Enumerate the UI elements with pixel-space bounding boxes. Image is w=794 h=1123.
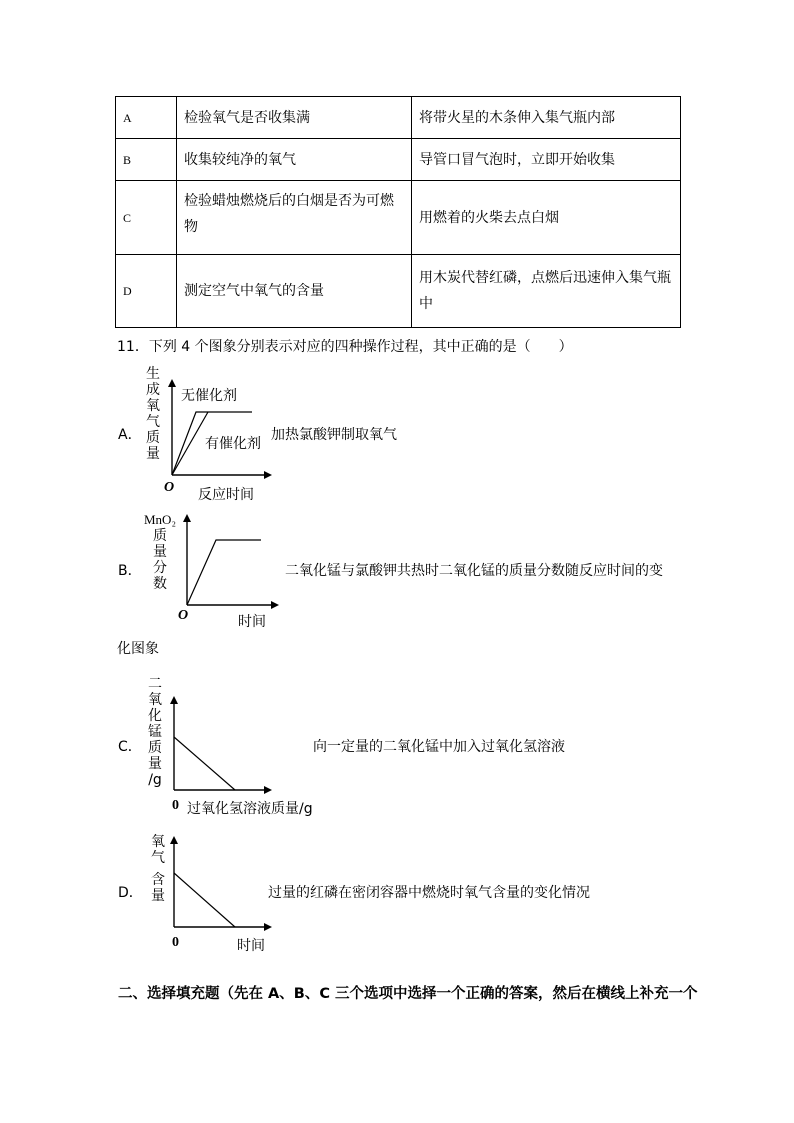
y-axis-char: 气 [146, 414, 160, 430]
question-text: 11．下列 4 个图象分别表示对应的四种操作过程，其中正确的是（ ） [117, 339, 573, 355]
y-axis-char: /g [148, 772, 162, 788]
graph-d [174, 840, 268, 927]
origin-label: O [178, 608, 189, 623]
row-action: 测定空气中氧气的含量 [177, 255, 412, 328]
curve-catalyst [172, 412, 208, 475]
row-action: 检验蜡烛燃烧后的白烟是否为可燃物 [177, 181, 412, 255]
curve-label-catalyst: 有催化剂 [205, 436, 261, 452]
y-axis-char: 气 [151, 850, 165, 866]
origin-label: 0 [172, 935, 179, 950]
curve-mno2-fraction [187, 540, 261, 605]
x-axis-label: 过氧化氢溶液质量/g [187, 801, 313, 817]
row-letter: C [116, 181, 177, 255]
graph-c [174, 700, 268, 790]
y-axis-char: 质 [146, 430, 160, 446]
y-axis-char: 氧 [151, 834, 165, 850]
option-label: D． [118, 885, 143, 901]
row-action: 检验氧气是否收集满 [177, 97, 412, 139]
graph-a [172, 383, 268, 475]
option-label: C． [118, 739, 142, 755]
y-axis-char: 量 [153, 544, 167, 560]
graph-b [187, 518, 275, 605]
y-axis-char: 含 [151, 872, 165, 888]
y-axis-char: 氧 [148, 692, 162, 708]
option-description: 向一定量的二氧化锰中加入过氧化氢溶液 [313, 739, 565, 755]
origin-label: O [164, 480, 175, 495]
y-axis-char: 量 [148, 756, 162, 772]
y-axis-char: 成 [146, 382, 160, 398]
option-label: A． [118, 427, 142, 443]
curve-label-no-catalyst: 无催化剂 [181, 388, 237, 404]
y-axis-char: 分 [153, 560, 167, 576]
y-axis-char: 二 [148, 676, 162, 692]
option-description: 二氧化锰与氯酸钾共热时二氧化锰的质量分数随反应时间的变 [285, 563, 663, 579]
row-method: 导管口冒气泡时，立即开始收集 [412, 139, 681, 181]
curve-no-catalyst [172, 412, 252, 475]
y-axis-label-top: MnO₂ [144, 512, 176, 527]
y-axis-char: 量 [146, 446, 160, 462]
y-axis-char: 量 [151, 888, 165, 904]
curve-oxygen-content [174, 873, 235, 927]
y-axis-char: 质 [153, 528, 167, 544]
row-action: 收集较纯净的氧气 [177, 139, 412, 181]
y-axis-char: 锰 [148, 724, 162, 740]
y-axis-char: 氧 [146, 398, 160, 414]
origin-label: 0 [172, 798, 179, 813]
section-heading: 二、选择填充题（先在 A、B、C 三个选项中选择一个正确的答案，然后在横线上补充一个 [118, 986, 698, 1002]
y-axis-char: 生 [146, 366, 160, 382]
option-label: B． [118, 563, 142, 579]
row-method: 将带火星的木条伸入集气瓶内部 [412, 97, 681, 139]
row-letter: B [116, 139, 177, 181]
row-method: 用燃着的火柴去点白烟 [412, 181, 681, 255]
row-method: 用木炭代替红磷，点燃后迅速伸入集气瓶中 [412, 255, 681, 328]
row-letter: A [116, 97, 177, 139]
option-description-cont: 化图象 [117, 641, 159, 657]
x-axis-label: 时间 [238, 614, 266, 630]
row-letter: D [116, 255, 177, 328]
option-description: 加热氯酸钾制取氧气 [271, 427, 397, 443]
y-axis-char: 质 [148, 740, 162, 756]
y-axis-char: 数 [153, 576, 167, 592]
option-description: 过量的红磷在密闭容器中燃烧时氧气含量的变化情况 [268, 885, 590, 901]
x-axis-label: 时间 [237, 938, 265, 954]
y-axis-char: 化 [148, 708, 162, 724]
x-axis-label: 反应时间 [198, 487, 254, 503]
curve-mno2-mass [174, 737, 235, 790]
